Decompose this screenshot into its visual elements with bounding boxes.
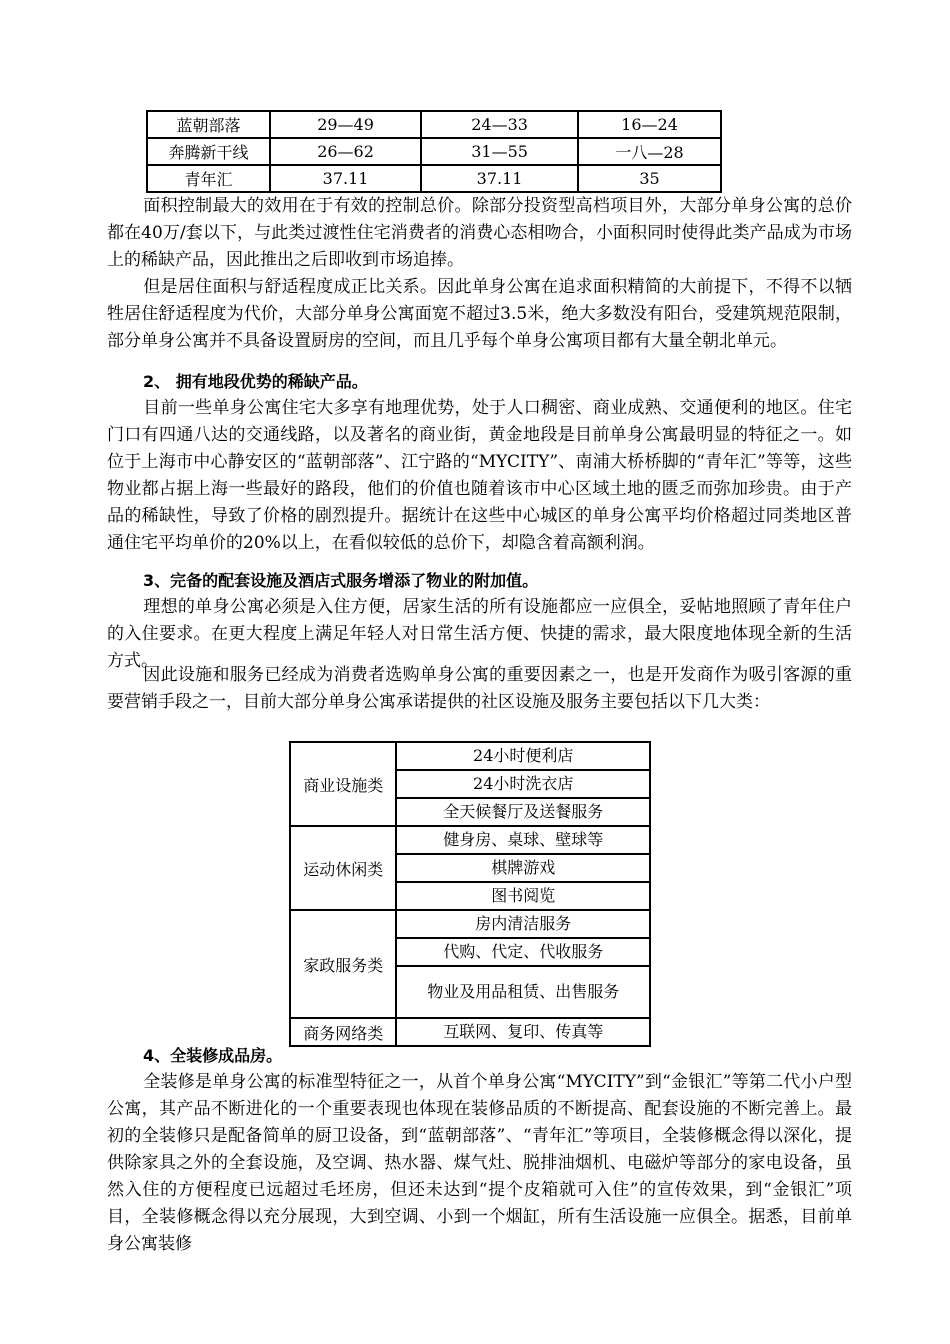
project-area-table	[146, 110, 722, 193]
paragraph	[107, 193, 852, 274]
service-item: 棋牌游戏	[396, 854, 650, 882]
table-cell: 一八—28	[578, 138, 721, 165]
table-row	[290, 742, 650, 770]
service-item: 24小时洗衣店	[396, 770, 650, 798]
table-cell: 24—33	[421, 111, 578, 138]
section-heading-4: 4、全装修成品房。	[143, 1046, 283, 1065]
table-row	[147, 138, 721, 165]
service-item: 健身房、桌球、壁球等	[396, 826, 650, 854]
table-cell: 31—55	[421, 138, 578, 165]
category-cell: 商务网络类	[290, 1018, 396, 1046]
table-cell: 奔腾新干线	[147, 138, 270, 165]
table-cell: 37.11	[421, 165, 578, 192]
paragraph-text: 全装修是单身公寓的标准型特征之一，从首个单身公寓“MYCITY”到“金银汇”等第二代小户型公寓，其产品不断进化的一个重要表现也体现在装修品质的不断提高、配套设施的不断完善上。最初的全装修只是配备简单的厨卫设备，到“蓝朝部落”、“青年汇”等项目，全装修概念得以深化，提供除家具之外的全套设施，及空调、热水器、煤气灶、脱排油烟机、电磁炉等部分的家电设备，虽然入住的方便程度已远超过毛坯房，但还未达到“提个皮箱就可入住”的宣传效果，到“金银汇”项目，全装修概念得以充分展现，大到空调、小到一个烟缸，所有生活设施一应俱全。据悉，目前单身公寓装修	[107, 1072, 852, 1254]
table-cell: 26—62	[270, 138, 421, 165]
section-heading-2: 2、 拥有地段优势的稀缺产品。	[143, 372, 368, 391]
table-cell: 青年汇	[147, 165, 270, 192]
service-item: 图书阅览	[396, 882, 650, 910]
category-cell: 运动休闲类	[290, 826, 396, 910]
service-item: 房内清洁服务	[396, 910, 650, 938]
services-table	[289, 741, 651, 1047]
table-row	[147, 111, 721, 138]
table-cell: 29—49	[270, 111, 421, 138]
service-item: 代购、代定、代收服务	[396, 938, 650, 966]
table-row	[290, 910, 650, 938]
category-cell: 家政服务类	[290, 910, 396, 1018]
table-cell: 16—24	[578, 111, 721, 138]
table-cell: 35	[578, 165, 721, 192]
paragraph-text: 但是居住面积与舒适程度成正比关系。因此单身公寓在追求面积精简的大前提下，不得不以牺牲居住舒适程度为代价，大部分单身公寓面宽不超过3.5米，绝大多数没有阳台，受建筑规范限制，部分单身公寓并不具备设置厨房的空间，而且几乎每个单身公寓项目都有大量全朝北单元。	[107, 277, 852, 351]
section-heading-3: 3、完备的配套设施及酒店式服务增添了物业的附加值。	[143, 571, 539, 590]
paragraph-text: 理想的单身公寓必须是入住方便，居家生活的所有设施都应一应俱全，妥帖地照顾了青年住户的入住要求。在更大程度上满足年轻人对日常生活方便、快捷的需求，最大限度地体现全新的生活方式。	[107, 597, 852, 671]
table-cell: 蓝朝部落	[147, 111, 270, 138]
paragraph-text: 面积控制最大的效用在于有效的控制总价。除部分投资型高档项目外，大部分单身公寓的总价都在40万/套以下，与此类过渡性住宅消费者的消费心态相吻合，小面积同时使得此类产品成为市场上的稀缺产品，因此推出之后即收到市场追捧。	[107, 196, 852, 270]
paragraph	[107, 274, 852, 355]
paragraph	[107, 1069, 852, 1258]
table-cell: 37.11	[270, 165, 421, 192]
paragraph-text: 因此设施和服务已经成为消费者选购单身公寓的重要因素之一，也是开发商作为吸引客源的重要营销手段之一，目前大部分单身公寓承诺提供的社区设施及服务主要包括以下几大类：	[107, 665, 852, 712]
service-item: 物业及用品租赁、出售服务	[396, 966, 650, 1018]
service-item: 24小时便利店	[396, 742, 650, 770]
service-item: 全天候餐厅及送餐服务	[396, 798, 650, 826]
paragraph	[107, 662, 852, 716]
table-row	[290, 826, 650, 854]
paragraph-text: 目前一些单身公寓住宅大多享有地理优势，处于人口稠密、商业成熟、交通便利的地区。住宅门口有四通八达的交通线路，以及著名的商业街，黄金地段是目前单身公寓最明显的特征之一。如位于上海市中心静安区的“蓝朝部落”、江宁路的“MYCITY”、南浦大桥桥脚的“青年汇”等等，这些物业都占据上海一些最好的路段，他们的价值也随着该市中心区域土地的匮乏而弥加珍贵。由于产品的稀缺性，导致了价格的剧烈提升。据统计在这些中心城区的单身公寓平均价格超过同类地区普通住宅平均单价的20%以上，在看似较低的总价下，却隐含着高额利润。	[107, 398, 852, 553]
service-item: 互联网、复印、传真等	[396, 1018, 650, 1046]
paragraph	[107, 395, 852, 557]
table-row	[147, 165, 721, 192]
category-cell: 商业设施类	[290, 742, 396, 826]
